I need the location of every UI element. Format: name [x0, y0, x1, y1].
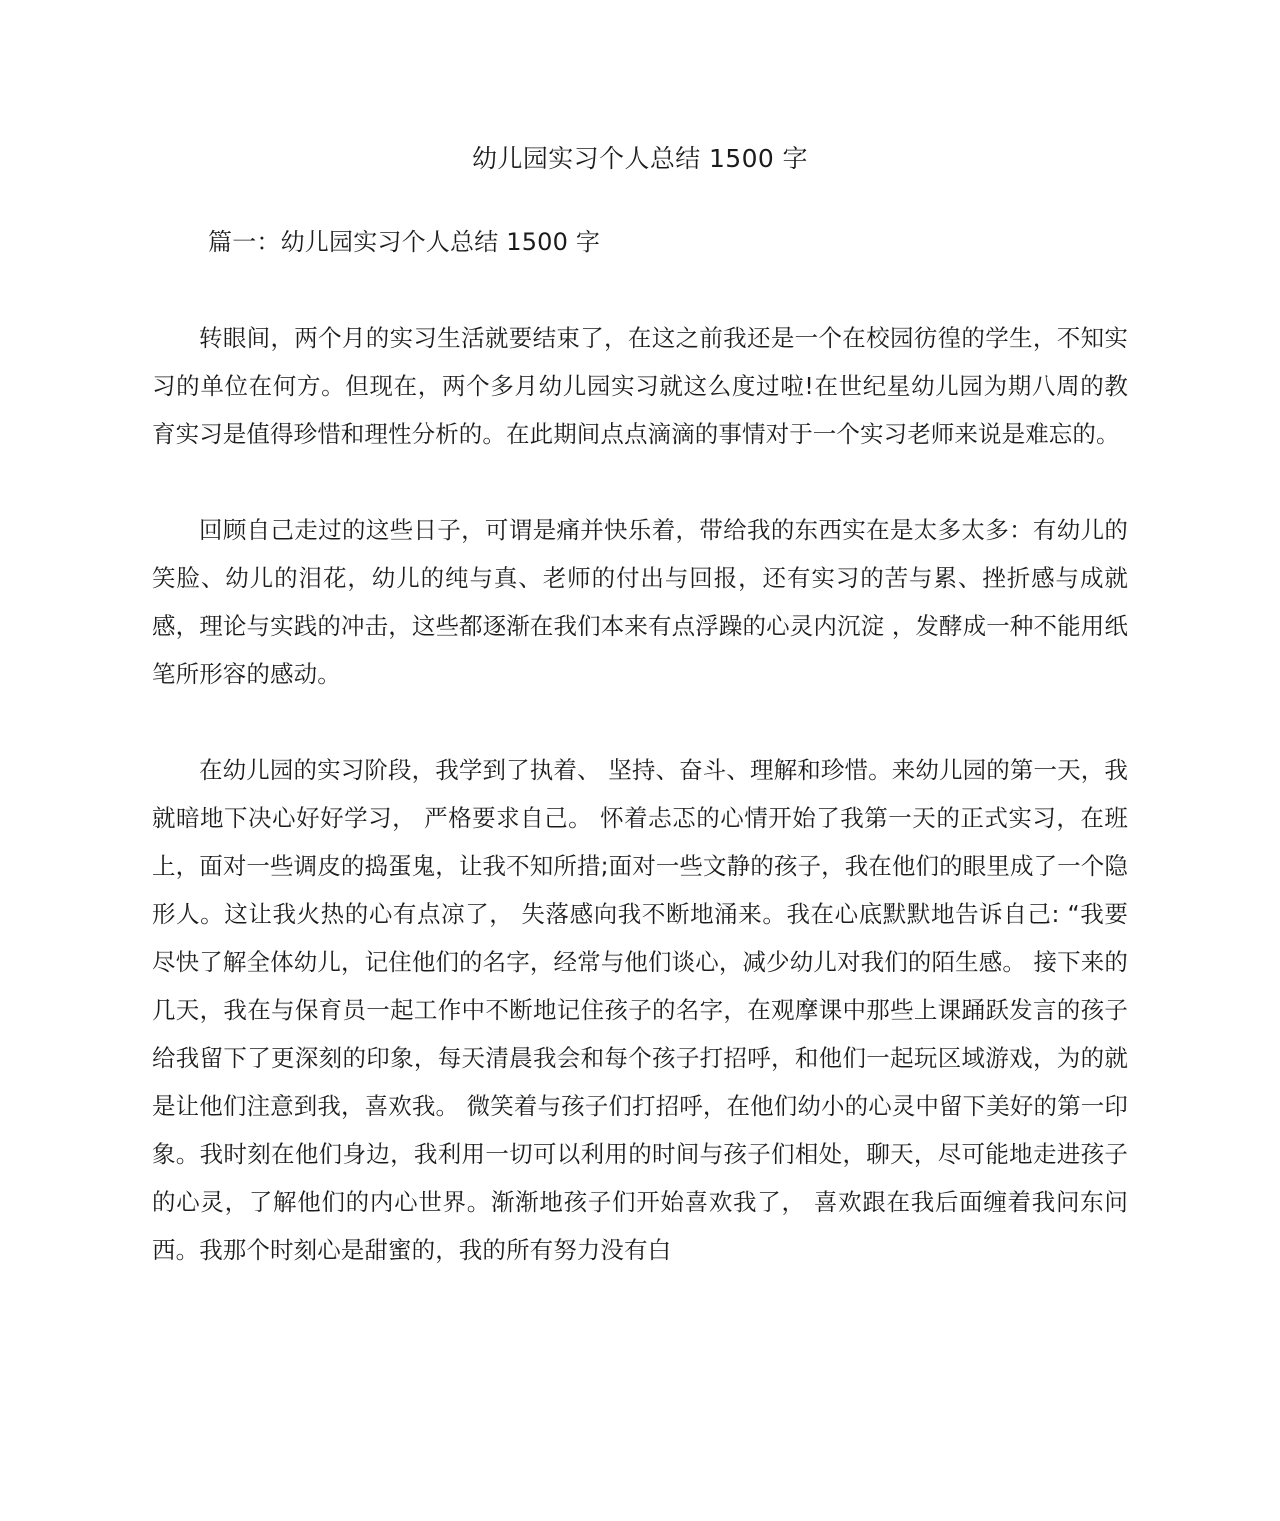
paragraph-spacer	[152, 266, 1128, 314]
document-body	[152, 218, 1128, 1274]
paragraph-2: 回顾自己走过的这些日子，可谓是痛并快乐着，带给我的东西实在是太多太多：有幼儿的笑脸、幼儿的泪花，幼儿的纯与真、老师的付出与回报，还有实习的苦与累、挫折感与成就感，理论与实践的冲击，这些都逐渐在我们本来有点浮躁的心灵内沉淀 ，发酵成一种不能用纸笔所形容的感动。	[152, 516, 1128, 688]
section-subtitle: 篇一：幼儿园实习个人总结 1500 字	[208, 228, 601, 256]
paragraph-spacer	[152, 698, 1128, 746]
page-title: 幼儿园实习个人总结 1500 字	[472, 143, 808, 173]
paragraph-3: 在幼儿园的实习阶段，我学到了执着、 坚持、奋斗、理解和珍惜。来幼儿园的第一天，我就暗地下决心好好学习， 严格要求自己。 怀着忐忑的心情开始了我第一天的正式实习，在班上，面对一些调皮的捣蛋鬼，让我不知所措;面对一些文静的孩子，我在他们的眼里成了一个隐形人。这让我火热的心有点凉了， 失落感向我不断地涌来。我在心底默默地告诉自己: “我要尽快了解全体幼儿，记住他们的名字，经常与他们谈心，减少幼儿对我们的陌生感。 接下来的几天，我在与保育员一起工作中不断地记住孩子的名字，在观摩课中那些上课踊跃发言的孩子给我留下了更深刻的印象，每天清晨我会和每个孩子打招呼，和他们一起玩区域游戏，为的就是让他们注意到我，喜欢我。 微笑着与孩子们打招呼，在他们幼小的心灵中留下美好的第一印象。我时刻在他们身边，我利用一切可以利用的时间与孩子们相处，聊天，尽可能地走进孩子的心灵，了解他们的内心世界。渐渐地孩子们开始喜欢我了， 喜欢跟在我后面缠着我问东问西。我那个时刻心是甜蜜的，我的所有努力没有白	[152, 756, 1128, 1264]
paragraph-1: 转眼间，两个月的实习生活就要结束了，在这之前我还是一个在校园彷徨的学生，不知实习的单位在何方。但现在，两个多月幼儿园实习就这么度过啦!在世纪星幼儿园为期八周的教育实习是值得珍惜和理性分析的。在此期间点点滴滴的事情对于一个实习老师来说是难忘的。	[152, 324, 1128, 448]
paragraph-spacer	[152, 458, 1128, 506]
